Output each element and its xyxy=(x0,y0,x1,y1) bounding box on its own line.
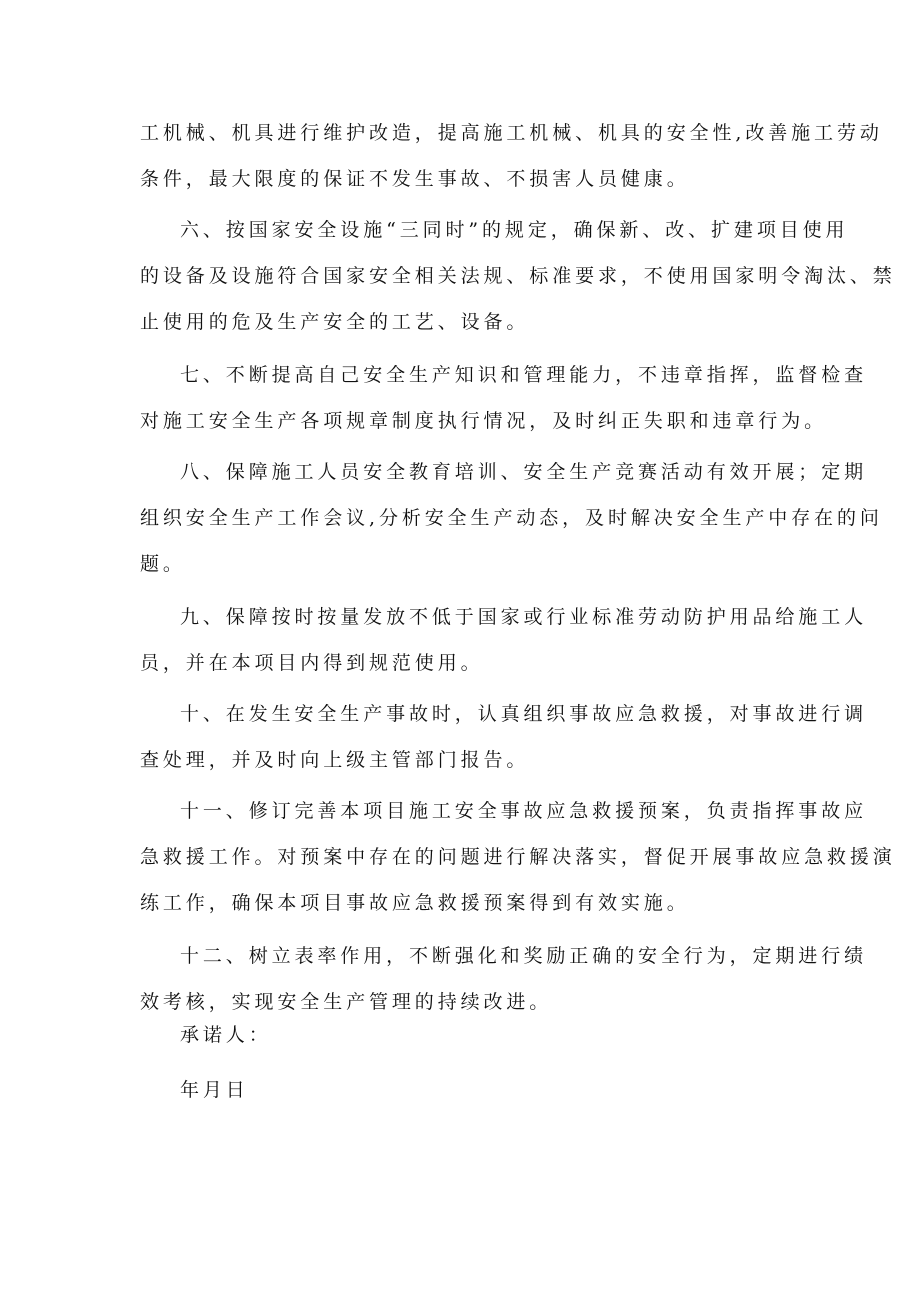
paragraph-12 xyxy=(140,933,868,1025)
paragraph-line: 工机械、机具进行维护改造，提高施工机械、机具的安全性,改善施工劳动 xyxy=(140,122,883,144)
paragraph-line: 对施工安全生产各项规章制度执行情况，及时纠正失职和违章行为。 xyxy=(140,410,828,432)
paragraph-line: 六、按国家安全设施“三同时”的规定，确保新、改、扩建项目使用 xyxy=(180,219,849,241)
paragraph-6 xyxy=(140,207,896,345)
paragraph-line: 员，并在本项目内得到规范使用。 xyxy=(140,652,484,674)
paragraph-line: 的设备及设施符合国家安全相关法规、标准要求，不使用国家明令淘汰、禁 xyxy=(140,265,896,287)
paragraph-line: 七、不断提高自己安全生产知识和管理能力，不违章指挥，监督检查 xyxy=(180,364,868,386)
paragraph-11 xyxy=(140,788,896,926)
paragraph-line: 十二、树立表率作用，不断强化和奖励正确的安全行为，定期进行绩 xyxy=(180,945,868,967)
paragraph-line: 急救援工作。对预案中存在的问题进行解决落实，督促开展事故应急救援演 xyxy=(140,846,896,868)
paragraph-line: 练工作，确保本项目事故应急救援预案得到有效实施。 xyxy=(140,892,690,914)
paragraph-5-continued xyxy=(140,110,883,202)
paragraph-line: 九、保障按时按量发放不低于国家或行业标准劳动防护用品给施工人 xyxy=(180,606,868,628)
paragraph-9 xyxy=(140,594,868,686)
paragraph-line: 条件，最大限度的保证不发生事故、不损害人员健康。 xyxy=(140,168,690,190)
paragraph-line: 十一、修订完善本项目施工安全事故应急救援预案，负责指挥事故应 xyxy=(180,800,868,822)
date-label: 年月日 xyxy=(180,1079,249,1101)
paragraph-line: 题。 xyxy=(140,553,186,575)
paragraph-line: 效考核，实现安全生产管理的持续改进。 xyxy=(140,991,553,1013)
paragraph-line: 十、在发生安全生产事故时，认真组织事故应急救援，对事故进行调 xyxy=(180,703,868,725)
paragraph-7 xyxy=(140,352,868,444)
paragraph-line: 止使用的危及生产安全的工艺、设备。 xyxy=(140,311,530,333)
paragraph-line: 组织安全生产工作会议,分析安全生产动态，及时解决安全生产中存在的问 xyxy=(140,507,883,529)
paragraph-line: 查处理，并及时向上级主管部门报告。 xyxy=(140,749,530,771)
paragraph-8 xyxy=(140,449,883,587)
paragraph-line: 八、保障施工人员安全教育培训、安全生产竞赛活动有效开展；定期 xyxy=(180,461,868,483)
paragraph-10 xyxy=(140,691,868,783)
signature-label: 承诺人： xyxy=(180,1024,272,1046)
